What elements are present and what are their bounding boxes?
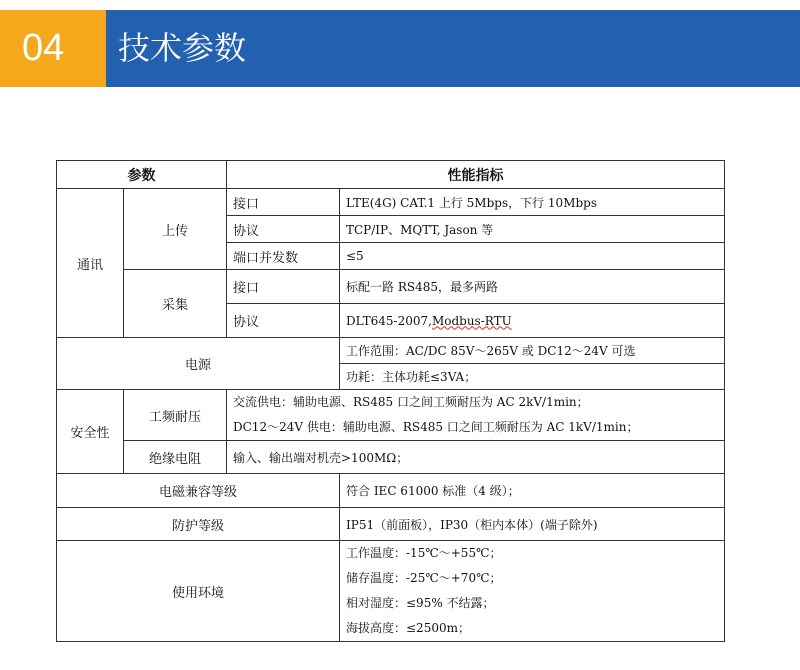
category-env: 使用环境 bbox=[57, 541, 340, 642]
table-row bbox=[57, 270, 725, 304]
table-header-row bbox=[57, 161, 725, 189]
env-line-3: 相对湿度：≤95% 不结露； bbox=[346, 596, 495, 610]
section-number: 04 bbox=[0, 10, 106, 87]
category-power: 电源 bbox=[57, 338, 340, 390]
table-row bbox=[57, 541, 725, 642]
subcategory-collect: 采集 bbox=[124, 270, 227, 338]
item-value: ≤5 bbox=[340, 243, 725, 270]
table-row bbox=[57, 474, 725, 508]
item-label: 协议 bbox=[227, 304, 340, 338]
withstand-line-1: 交流供电：辅助电源、RS485 口之间工频耐压为 AC 2kV/1min； bbox=[233, 395, 589, 409]
category-safety: 安全性 bbox=[57, 390, 124, 474]
item-value: 功耗：主体功耗≤3VA； bbox=[340, 364, 725, 390]
spec-table bbox=[56, 160, 725, 642]
subcategory-withstand: 工频耐压 bbox=[124, 390, 227, 441]
category-emc: 电磁兼容等级 bbox=[57, 474, 340, 508]
category-protection: 防护等级 bbox=[57, 508, 340, 541]
section-title: 技术参数 bbox=[106, 10, 800, 87]
item-value: 标配一路 RS485，最多两路 bbox=[340, 270, 725, 304]
item-label: 接口 bbox=[227, 270, 340, 304]
env-line-4: 海拔高度：≤2500m； bbox=[346, 621, 470, 635]
table-row bbox=[57, 441, 725, 474]
item-value: 输入、输出端对机壳>100MΩ； bbox=[227, 441, 725, 474]
withstand-line-2: DC12～24V 供电：辅助电源、RS485 口之间工频耐压为 AC 1kV/1min； bbox=[233, 420, 639, 434]
protocol-part-a: DLT645-2007, bbox=[346, 313, 432, 328]
section-banner bbox=[0, 10, 800, 87]
item-value: LTE(4G) CAT.1 上行 5Mbps，下行 10Mbps bbox=[340, 189, 725, 216]
item-value bbox=[340, 304, 725, 338]
subcategory-insulation: 绝缘电阻 bbox=[124, 441, 227, 474]
subcategory-upload: 上传 bbox=[124, 189, 227, 270]
item-label: 端口并发数 bbox=[227, 243, 340, 270]
table-row bbox=[57, 508, 725, 541]
item-value: IP51（前面板），IP30（柜内本体）(端子除外) bbox=[340, 508, 725, 541]
item-value bbox=[340, 541, 725, 642]
item-value: TCP/IP、MQTT, Jason 等 bbox=[340, 216, 725, 243]
table-row bbox=[57, 189, 725, 216]
table-row bbox=[57, 390, 725, 441]
header-param: 参数 bbox=[57, 161, 227, 189]
item-value: 工作范围：AC/DC 85V～265V 或 DC12～24V 可选 bbox=[340, 338, 725, 364]
item-value bbox=[227, 390, 725, 441]
header-performance: 性能指标 bbox=[227, 161, 725, 189]
protocol-part-b: Modbus-RTU bbox=[431, 313, 512, 328]
item-label: 接口 bbox=[227, 189, 340, 216]
table-row bbox=[57, 338, 725, 364]
item-value: 符合 IEC 61000 标准（4 级）； bbox=[340, 474, 725, 508]
item-label: 协议 bbox=[227, 216, 340, 243]
env-line-2: 储存温度：-25℃～+70℃； bbox=[346, 571, 502, 585]
env-line-1: 工作温度：-15℃～+55℃； bbox=[346, 546, 502, 560]
category-comm: 通讯 bbox=[57, 189, 124, 338]
